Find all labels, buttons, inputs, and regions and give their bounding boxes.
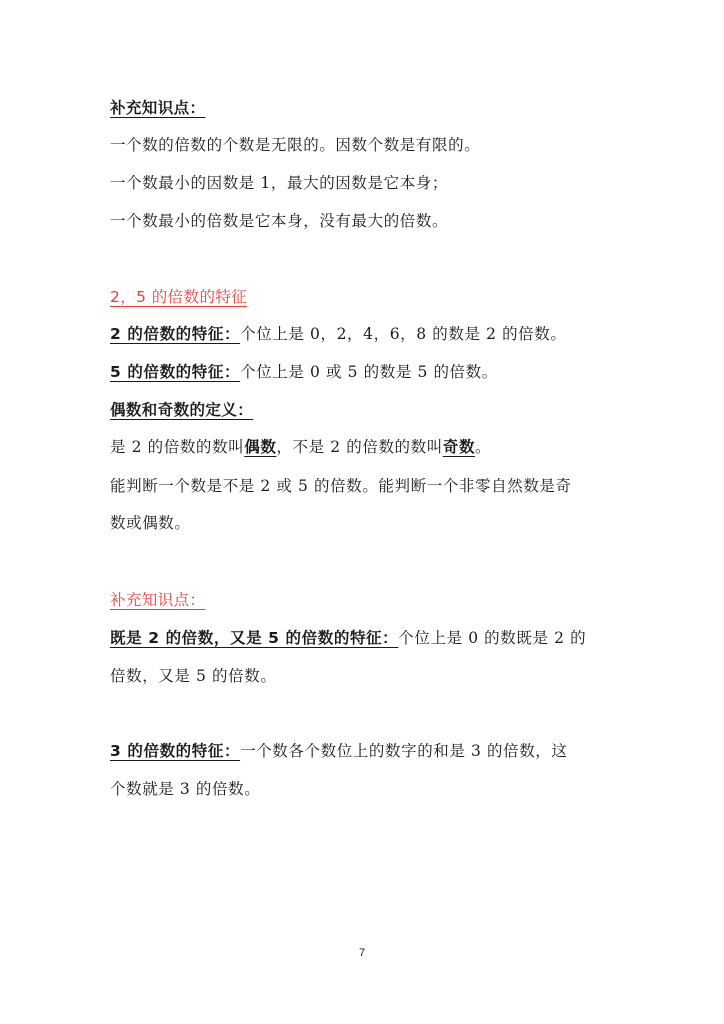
page-number: 7 [358,947,366,959]
paragraph-line: 一个数的倍数的个数是无限的。因数个数是有限的。 [110,136,481,154]
paragraph-line: 一个数最小的因数是 1，最大的因数是它本身； [110,174,448,192]
paragraph-line: 数或偶数。 [110,514,191,532]
rule-2-multiples [110,324,566,344]
rule-label: 3 的倍数的特征： [110,742,241,760]
even-term: 偶数 [244,438,277,456]
rule-label: 既是 2 的倍数，又是 5 的倍数的特征： [110,629,399,647]
paragraph-line: 一个数最小的倍数是它本身，没有最大的倍数。 [110,212,449,230]
rule-label: 2 的倍数的特征： [110,325,241,343]
rule-5-multiples [110,362,498,382]
definition-text: ，不是 2 的倍数的数叫 [276,438,443,456]
section-heading-supplement-1: 补充知识点： [110,99,206,117]
paragraph-line: 个数就是 3 的倍数。 [110,780,261,798]
rule-label: 5 的倍数的特征： [110,363,241,381]
definition-text: 是 2 的倍数的数叫 [110,438,245,456]
definition-heading: 偶数和奇数的定义： [110,401,254,419]
paragraph-line: 能判断一个数是不是 2 或 5 的倍数。能判断一个非零自然数是奇 [110,477,572,495]
odd-term: 奇数 [442,438,476,456]
rule-3-multiples [110,741,568,761]
rule-2-and-5-multiples [110,628,586,648]
paragraph-line: 倍数，又是 5 的倍数。 [110,667,277,685]
even-odd-definition [110,437,491,457]
rule-text: 个位上是 0 的数既是 2 的 [398,629,587,647]
rule-text: 个位上是 0，2，4，6，8 的数是 2 的倍数。 [240,325,567,343]
rule-text: 个位上是 0 或 5 的数是 5 的倍数。 [240,363,498,381]
definition-text: 。 [475,438,492,456]
rule-text: 一个数各个数位上的数字的和是 3 的倍数，这 [240,742,568,760]
section-title-2-5-multiples: 2，5 的倍数的特征 [110,288,248,306]
section-heading-supplement-2: 补充知识点： [110,591,206,609]
